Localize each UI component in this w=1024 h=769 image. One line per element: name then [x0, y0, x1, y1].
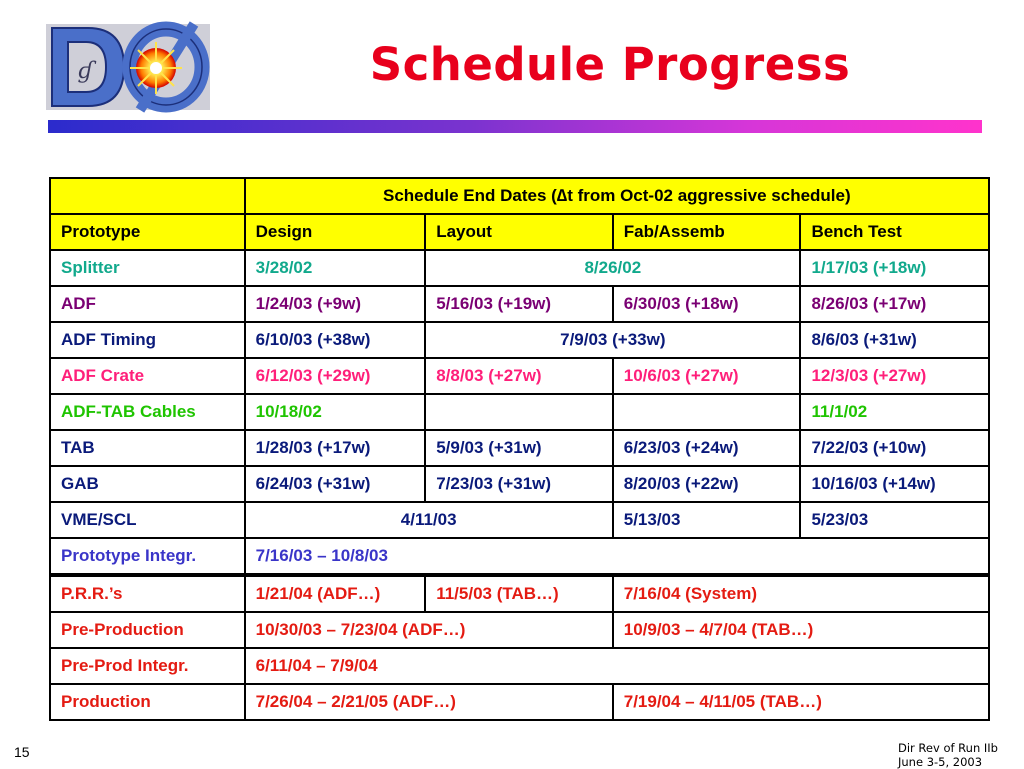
footer-text	[898, 741, 998, 769]
row-label: Prototype Integr.	[50, 538, 245, 575]
cell-bench: 8/6/03 (+31w)	[800, 322, 989, 358]
table-group-header-row	[50, 178, 989, 214]
cell-fab: 8/20/03 (+22w)	[613, 466, 801, 502]
cell-fab-bench: 7/19/04 – 4/11/05 (TAB…)	[613, 684, 989, 720]
cell-layout-fab: 8/26/02	[425, 250, 800, 286]
cell-fab: 6/30/03 (+18w)	[613, 286, 801, 322]
cell-fab: 5/13/03	[613, 502, 801, 538]
table-row	[50, 502, 989, 538]
cell-fab-bench: 10/9/03 – 4/7/04 (TAB…)	[613, 612, 989, 648]
cell-bench: 1/17/03 (+18w)	[800, 250, 989, 286]
cell-fab: 6/23/03 (+24w)	[613, 430, 801, 466]
row-label: Pre-Prod Integr.	[50, 648, 245, 684]
column-header-fab-assemb: Fab/Assemb	[613, 214, 801, 250]
cell-layout: 11/5/03 (TAB…)	[425, 575, 613, 612]
cell-span: 6/11/04 – 7/9/04	[245, 648, 989, 684]
row-label: Production	[50, 684, 245, 720]
cell-span: 7/16/03 – 10/8/03	[245, 538, 989, 575]
cell-fab	[613, 394, 801, 430]
column-header-prototype: Prototype	[50, 214, 245, 250]
table-row	[50, 322, 989, 358]
table-row	[50, 648, 989, 684]
row-label: VME/SCL	[50, 502, 245, 538]
schedule-table	[49, 177, 990, 721]
cell-layout-fab: 7/9/03 (+33w)	[425, 322, 800, 358]
d0-logo	[44, 18, 212, 114]
row-label: Splitter	[50, 250, 245, 286]
table-row	[50, 684, 989, 720]
cell-design-layout: 10/30/03 – 7/23/04 (ADF…)	[245, 612, 613, 648]
footer-line-2: June 3-5, 2003	[898, 755, 983, 769]
cell-design: 6/24/03 (+31w)	[245, 466, 426, 502]
row-label: ADF Crate	[50, 358, 245, 394]
cell-bench: 8/26/03 (+17w)	[800, 286, 989, 322]
cell-design: 1/24/03 (+9w)	[245, 286, 426, 322]
cell-design-layout: 4/11/03	[245, 502, 613, 538]
cell-bench: 7/22/03 (+10w)	[800, 430, 989, 466]
table-row	[50, 430, 989, 466]
svg-text:ɠ: ɠ	[78, 59, 94, 84]
table-row	[50, 612, 989, 648]
table-row	[50, 538, 989, 575]
gradient-divider-bar	[48, 120, 982, 133]
cell-layout: 5/9/03 (+31w)	[425, 430, 613, 466]
cell-bench: 5/23/03	[800, 502, 989, 538]
cell-design: 1/21/04 (ADF…)	[245, 575, 426, 612]
table-row	[50, 575, 989, 612]
cell-bench: 12/3/03 (+27w)	[800, 358, 989, 394]
table-column-header-row	[50, 214, 989, 250]
cell-layout: 8/8/03 (+27w)	[425, 358, 613, 394]
row-label: ADF-TAB Cables	[50, 394, 245, 430]
slide-title: Schedule Progress	[369, 38, 851, 91]
table-corner-cell	[50, 178, 245, 214]
cell-bench: 11/1/02	[800, 394, 989, 430]
cell-bench: 10/16/03 (+14w)	[800, 466, 989, 502]
column-header-layout: Layout	[425, 214, 613, 250]
row-label: TAB	[50, 430, 245, 466]
cell-design-layout: 7/26/04 – 2/21/05 (ADF…)	[245, 684, 613, 720]
cell-design: 6/12/03 (+29w)	[245, 358, 426, 394]
table-row	[50, 286, 989, 322]
column-header-design: Design	[245, 214, 426, 250]
cell-design: 3/28/02	[245, 250, 426, 286]
cell-layout: 7/23/03 (+31w)	[425, 466, 613, 502]
row-label: P.R.R.’s	[50, 575, 245, 612]
cell-layout: 5/16/03 (+19w)	[425, 286, 613, 322]
group-header-cell: Schedule End Dates (∆t from Oct-02 aggressive schedule)	[245, 178, 989, 214]
table-row	[50, 466, 989, 502]
cell-fab: 10/6/03 (+27w)	[613, 358, 801, 394]
table-row	[50, 394, 989, 430]
column-header-bench-test: Bench Test	[800, 214, 989, 250]
cell-layout	[425, 394, 613, 430]
cell-design: 1/28/03 (+17w)	[245, 430, 426, 466]
page-number: 15	[14, 744, 30, 760]
cell-design: 10/18/02	[245, 394, 426, 430]
row-label: ADF Timing	[50, 322, 245, 358]
cell-design: 6/10/03 (+38w)	[245, 322, 426, 358]
row-label: ADF	[50, 286, 245, 322]
table-row	[50, 250, 989, 286]
footer-line-1: Dir Rev of Run IIb	[898, 741, 998, 755]
row-label: GAB	[50, 466, 245, 502]
table-row	[50, 358, 989, 394]
cell-fab-bench: 7/16/04 (System)	[613, 575, 989, 612]
row-label: Pre-Production	[50, 612, 245, 648]
